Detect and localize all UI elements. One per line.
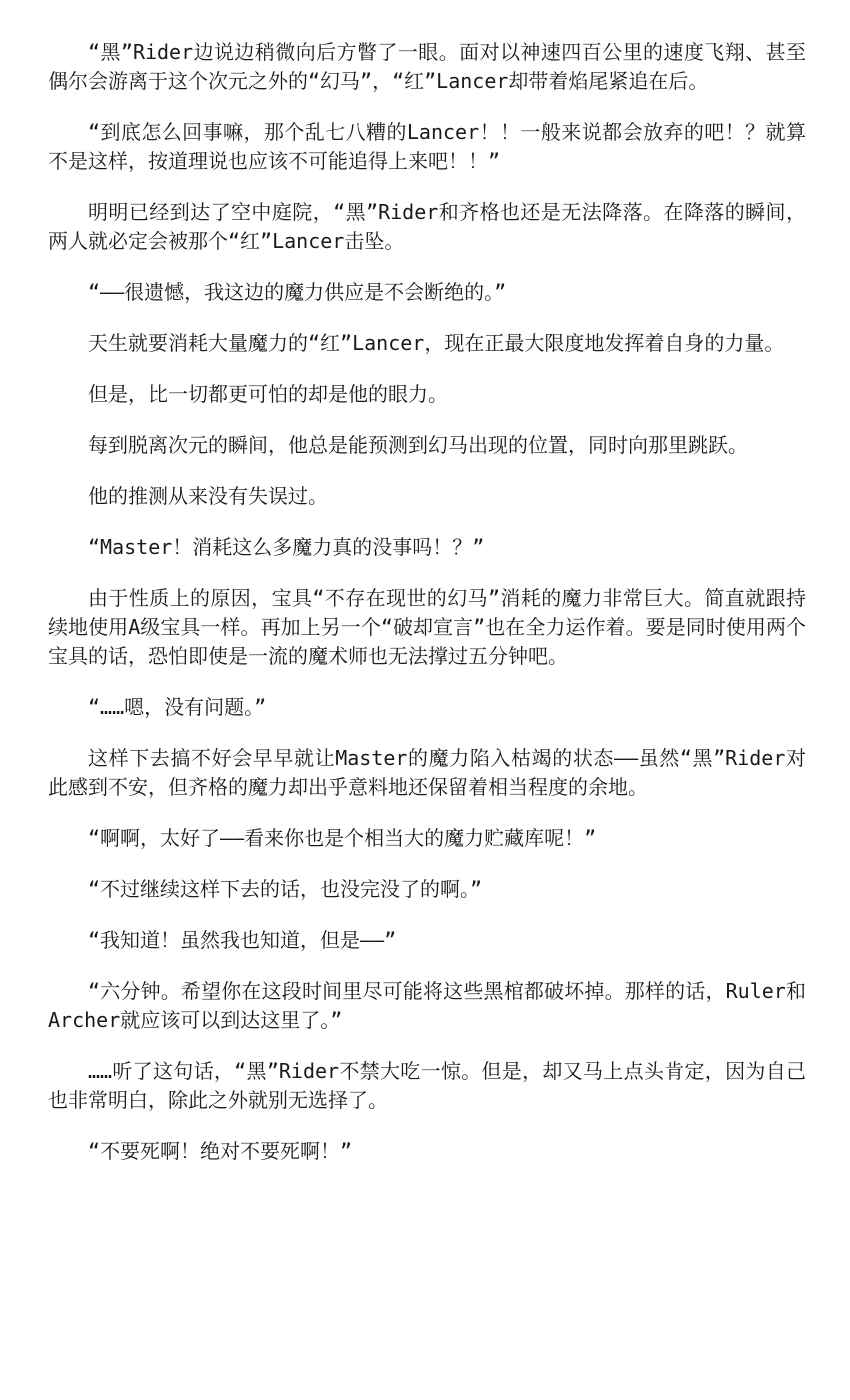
paragraph: “我知道！虽然我也知道，但是——” <box>88 928 397 952</box>
paragraph: “不要死啊！绝对不要死啊！” <box>88 1139 353 1163</box>
paragraph: ……听了这句话，“黑”Rider不禁大吃一惊。但是，却又马上点头肯定，因为自己也非常明白，除此之外就别无选择了。 <box>48 1059 806 1112</box>
paragraph: 由于性质上的原因，宝具“不存在现世的幻马”消耗的魔力非常巨大。简直就跟持续地使用A级宝具一样。再加上另一个“破却宣言”也在全力运作着。要是同时使用两个宝具的话，恐怕即使是一流的魔术师也无法撑过五分钟吧。 <box>48 586 806 668</box>
paragraph: “——很遗憾，我这边的魔力供应是不会断绝的。” <box>88 280 507 304</box>
paragraph: 天生就要消耗大量魔力的“红”Lancer，现在正最大限度地发挥着自身的力量。 <box>88 331 785 355</box>
paragraph: “黑”Rider边说边稍微向后方瞥了一眼。面对以神速四百公里的速度飞翔、甚至偶尔会游离于这个次元之外的“幻马”，“红”Lancer却带着焰尾紧追在后。 <box>48 40 806 93</box>
document-body <box>48 38 806 1188</box>
paragraph: 这样下去搞不好会早早就让Master的魔力陷入枯竭的状态——虽然“黑”Rider对此感到不安，但齐格的魔力却出乎意料地还保留着相当程度的余地。 <box>48 746 806 799</box>
paragraph: “六分钟。希望你在这段时间里尽可能将这些黑棺都破坏掉。那样的话，Ruler和Archer就应该可以到达这里了。” <box>48 979 806 1032</box>
paragraph: “到底怎么回事嘛，那个乱七八糟的Lancer！！一般来说都会放弃的吧！？就算不是这样，按道理说也应该不可能追得上来吧！！” <box>48 120 806 173</box>
paragraph: 每到脱离次元的瞬间，他总是能预测到幻马出现的位置，同时向那里跳跃。 <box>88 433 748 457</box>
paragraph: 明明已经到达了空中庭院，“黑”Rider和齐格也还是无法降落。在降落的瞬间，两人就必定会被那个“红”Lancer击坠。 <box>48 200 806 253</box>
paragraph: “……嗯，没有问题。” <box>88 695 267 719</box>
paragraph: 他的推测从来没有失误过。 <box>88 484 328 508</box>
paragraph: “啊啊，太好了——看来你也是个相当大的魔力贮藏库呢！” <box>88 826 597 850</box>
paragraph: “不过继续这样下去的话，也没完没了的啊。” <box>88 877 483 901</box>
paragraph: “Master！消耗这么多魔力真的没事吗！？” <box>88 535 485 559</box>
paragraph: 但是，比一切都更可怕的却是他的眼力。 <box>88 382 448 406</box>
